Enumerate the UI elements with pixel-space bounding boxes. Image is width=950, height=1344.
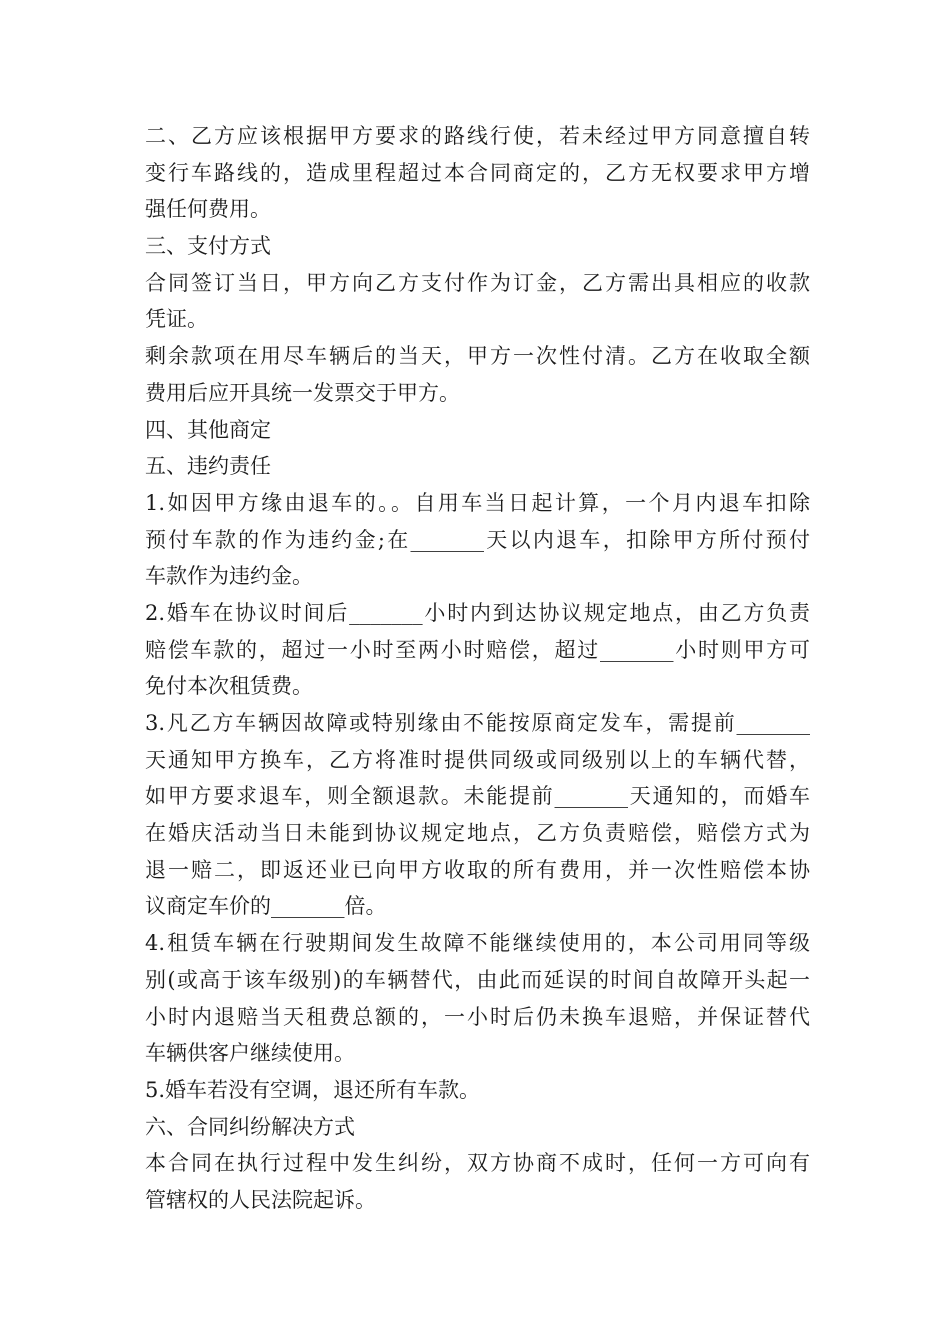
text-line: 免付本次租赁费。 [145, 674, 313, 699]
text-line: 六、合同纠纷解决方式 [145, 1114, 355, 1139]
text-line: 1.如因甲方缘由退车的。。自用车当日起计算，一个月内退车扣除 [145, 490, 810, 515]
text-line: 议商定车价的_______倍。 [145, 894, 387, 919]
text-line: 退一赔二，即返还业已向甲方收取的所有费用，并一次性赔偿本协 [145, 857, 810, 882]
document-page [145, 118, 810, 1219]
text-line: 如甲方要求退车，则全额退款。未能提前_______天通知的，而婚车 [145, 784, 810, 809]
text-line: 5.婚车若没有空调，退还所有车款。 [145, 1077, 481, 1102]
text-line: 车款作为违约金。 [145, 564, 313, 589]
text-line: 三、支付方式 [145, 234, 271, 259]
text-line: 别(或高于该车级别)的车辆替代，由此而延误的时间自故障开头起一 [145, 967, 810, 992]
text-line: 凭证。 [145, 307, 208, 332]
text-line: 在婚庆活动当日未能到协议规定地点，乙方负责赔偿，赔偿方式为 [145, 821, 810, 846]
text-line: 二、乙方应该根据甲方要求的路线行使，若未经过甲方同意擅自转 [145, 124, 810, 148]
text-line: 管辖权的人民法院起诉。 [145, 1187, 376, 1212]
text-line: 2.婚车在协议时间后_______小时内到达协议规定地点，由乙方负责 [145, 600, 810, 625]
text-line: 小时内退赔当天租费总额的，一小时后仍未换车退赔，并保证替代 [145, 1004, 810, 1029]
text-line: 预付车款的作为违约金;在_______天以内退车，扣除甲方所付预付 [145, 527, 810, 552]
text-line: 四、其他商定 [145, 417, 271, 442]
text-line: 五、违约责任 [145, 454, 271, 479]
text-line: 天通知甲方换车，乙方将准时提供同级或同级别以上的车辆代替， [145, 747, 810, 772]
text-line: 车辆供客户继续使用。 [145, 1041, 355, 1066]
text-line: 4.租赁车辆在行驶期间发生故障不能继续使用的，本公司用同等级 [145, 931, 810, 956]
text-line: 本合同在执行过程中发生纠纷，双方协商不成时，任何一方可向有 [145, 1151, 810, 1176]
text-line: 强任何费用。 [145, 197, 271, 222]
text-line: 3.凡乙方车辆因故障或特别缘由不能按原商定发车，需提前_______ [145, 711, 810, 735]
text-line: 变行车路线的，造成里程超过本合同商定的，乙方无权要求甲方增 [145, 160, 810, 185]
text-line: 费用后应开具统一发票交于甲方。 [145, 380, 460, 405]
text-line: 合同签订当日，甲方向乙方支付作为订金，乙方需出具相应的收款 [145, 270, 810, 295]
text-line: 剩余款项在用尽车辆后的当天，甲方一次性付清。乙方在收取全额 [145, 344, 810, 369]
text-line: 赔偿车款的，超过一小时至两小时赔偿，超过_______小时则甲方可 [145, 637, 810, 662]
